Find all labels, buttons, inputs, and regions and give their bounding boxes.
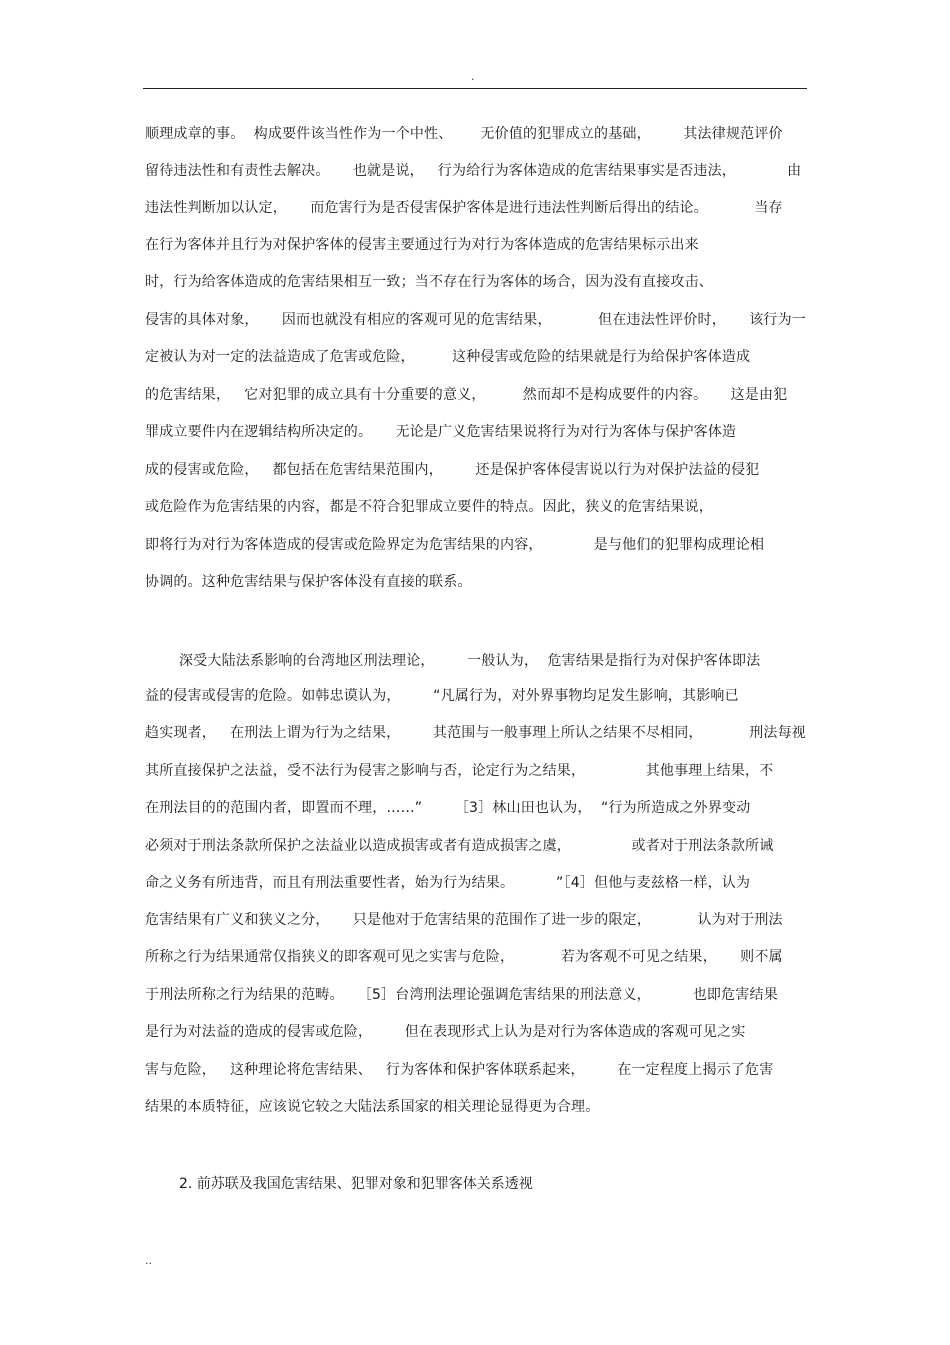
text-line: 是行为对法益的造成的侵害或危险， 但在表现形式上认为是对行为客体造成的客观可见之实 — [145, 1024, 746, 1040]
text-line: 违法性判断加以认定， 而危害行为是否侵害保护客体是进行违法性判断后得出的结论。 当存 — [145, 200, 783, 216]
text-line: 定被认为对一定的法益造成了危害或危险， 这种侵害或危险的结果就是行为给保护客体造成 — [145, 349, 751, 365]
text-line: 所称之行为结果通常仅指狭义的即客观可见之实害与危险， 若为客观不可见之结果， 则不属 — [145, 949, 783, 965]
text-line: 其所直接保护之法益，受不法行为侵害之影响与否，论定行为之结果， 其他事理上结果，不 — [145, 763, 774, 779]
text-line: 危害结果有广义和狭义之分， 只是他对于危害结果的范围作了进一步的限定， 认为对于刑法 — [145, 912, 783, 928]
text-line: 即将行为对行为客体造成的侵害或危险界定为危害结果的内容， 是与他们的犯罪构成理论相 — [145, 537, 765, 553]
section-heading: 2. 前苏联及我国危害结果、犯罪对象和犯罪客体关系透视 — [179, 1176, 533, 1192]
text-line: 命之义务有所违背，而且有刑法重要性者，始为行为结果。 ”［4］但他与麦兹格一样，认为 — [145, 875, 751, 891]
text-line: 在行为客体并且行为对保护客体的侵害主要通过行为对行为客体造成的危害结果标示出来 — [145, 237, 699, 253]
text-line: 成的侵害或危险， 都包括在危害结果范围内， 还是保护客体侵害说以行为对保护法益的侵犯 — [145, 462, 760, 478]
text-line: 时，行为给客体造成的危害结果相互一致；当不存在行为客体的场合，因为没有直接攻击、 — [145, 274, 713, 290]
text-line: 留待违法性和有责性去解决。 也就是说， 行为给行为客体造成的危害结果事实是否违法， 由 — [145, 163, 802, 179]
text-line: 趋实现者， 在刑法上谓为行为之结果， 其范围与一般事理上所认之结果不尽相同， 刑法每视 — [145, 725, 807, 741]
text-line: 结果的本质特征，应该说它较之大陆法系国家的相关理论显得更为合理。 — [145, 1099, 600, 1115]
text-line: 必须对于刑法条款所保护之法益业以造成损害或者有造成损害之虞， 或者对于刑法条款所诫 — [145, 838, 774, 854]
header-mark: . — [471, 70, 475, 83]
text-line: 协调的。这种危害结果与保护客体没有直接的联系。 — [145, 574, 472, 590]
text-line: 深受大陆法系影响的台湾地区刑法理论， 一般认为， 危害结果是指行为对保护客体即法 — [179, 653, 761, 669]
text-line: 侵害的具体对象， 因而也就没有相应的客观可见的危害结果， 但在违法性评价时， 该行为一 — [145, 312, 807, 328]
text-line: 益的侵害或侵害的危险。如韩忠谟认为， “凡属行为，对外界事物均足发生影响，其影响已 — [145, 688, 739, 704]
text-line: 于刑法所称之行为结果的范畴。 ［5］台湾刑法理论强调危害结果的刑法意义， 也即危害结果 — [145, 987, 778, 1003]
footer-mark: .. — [145, 1254, 152, 1267]
text-line: 害与危险， 这种理论将危害结果、 行为客体和保护客体联系起来， 在一定程度上揭示了危害 — [145, 1062, 774, 1078]
text-line: 顺理成章的事。 构成要件该当性作为一个中性、 无价值的犯罪成立的基础， 其法律规范评价 — [145, 126, 783, 142]
text-line: 的危害结果， 它对犯罪的成立具有十分重要的意义， 然而却不是构成要件的内容。 这是由犯 — [145, 387, 788, 403]
text-line: 罪成立要件内在逻辑结构所决定的。 无论是广义危害结果说将行为对行为客体与保护客体造 — [145, 424, 737, 440]
text-line: 或危险作为危害结果的内容，都是不符合犯罪成立要件的特点。因此，狭义的危害结果说， — [145, 499, 713, 515]
text-line: 在刑法目的的范围内者，即置而不理，……” ［3］林山田也认为， “行为所造成之外界变动 — [145, 800, 751, 816]
header-rule — [143, 88, 807, 89]
